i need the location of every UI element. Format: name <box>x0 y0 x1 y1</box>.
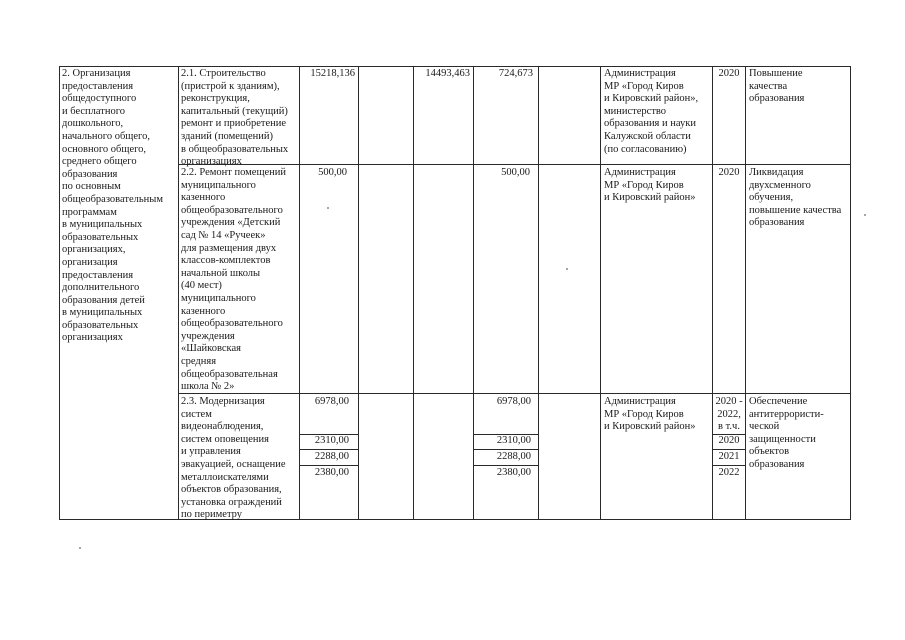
measure-2-3-sub-col-d: 2380,00 <box>496 467 531 478</box>
measure-2-3-col-d: 6978,00 <box>496 396 531 407</box>
measure-2-3-sub-col-d: 2310,00 <box>496 435 531 446</box>
measure-2-3-sub-total: 2310,00 <box>314 435 349 446</box>
measure-2-2-total: 500,00 <box>318 167 347 178</box>
grid-line <box>600 66 601 520</box>
scan-speck <box>327 207 329 209</box>
measure-2-3-sub-total: 2288,00 <box>314 451 349 462</box>
scan-speck <box>566 268 568 270</box>
measure-2-3-sub-year: 2021 <box>718 451 740 462</box>
measure-2-1-result: Повышение качества образования <box>749 68 805 105</box>
measure-2-2-text: 2.2. Ремонт помещений муниципального казенного общеобразовательного учреждения «Детский сад № 14 «Ручеек» для размещения двух классов-комплектов начальной школы (40 мест) муниципального казенного общеобразовательного учреждения «Шайковская средняя общеобразовательная школа № 2» <box>181 167 287 393</box>
measure-2-1-executor: Администрация МР «Город Киров и Кировский район», министерство образования и науки Калужской области (по согласованию) <box>604 68 699 155</box>
measure-2-1-text: 2.1. Строительство (пристрой к зданиям), реконструкция, капитальный (текущий) ремонт и приобретение зданий (помещений) в общеобразовательных организациях <box>181 68 289 168</box>
measure-2-3-text: 2.3. Модернизация систем видеонаблюдения, систем оповещения и управления эвакуацией, оснащение металлоискателями объектов образования, установка ограждений по периметру <box>181 396 286 521</box>
grid-line <box>358 66 359 520</box>
scan-speck <box>864 214 866 216</box>
measure-2-3-year: 2020 - 2022, в т.ч. <box>715 396 743 433</box>
grid-line <box>473 449 538 450</box>
grid-line <box>538 66 539 520</box>
measure-2-3-result: Обеспечение антитеррористи- ческой защищенности объектов образования <box>749 396 824 470</box>
measure-2-3-sub-year: 2022 <box>718 467 740 478</box>
grid-line <box>745 66 746 520</box>
measure-2-2-col-d: 500,00 <box>501 167 530 178</box>
measure-2-3-sub-total: 2380,00 <box>314 467 349 478</box>
budget-table <box>59 66 851 520</box>
measure-2-1-col-d: 724,673 <box>498 68 533 79</box>
grid-line <box>178 66 179 520</box>
grid-line <box>413 66 414 520</box>
grid-line <box>473 66 474 520</box>
measure-2-2-result: Ликвидация двухсменного обучения, повышение качества образования <box>749 167 842 229</box>
grid-line <box>712 465 745 466</box>
scan-speck <box>79 547 81 549</box>
grid-line <box>473 465 538 466</box>
grid-line <box>59 66 60 520</box>
measure-2-1-total: 15218,136 <box>310 68 355 79</box>
measure-2-3-total: 6978,00 <box>314 396 349 407</box>
grid-line <box>299 66 300 520</box>
grid-line <box>712 449 745 450</box>
measure-2-2-year: 2020 <box>718 167 740 178</box>
grid-line <box>299 449 358 450</box>
measure-2-2-executor: Администрация МР «Город Киров и Кировский район» <box>604 167 696 204</box>
grid-line <box>850 66 851 520</box>
grid-line <box>59 519 851 520</box>
measure-2-3-sub-year: 2020 <box>718 435 740 446</box>
grid-line <box>59 66 851 67</box>
section-task-text: 2. Организация предоставления общедоступного и бесплатного дошкольного, начального общего, основного общего, среднего общего образования по основным общеобразовательным программам в муниципальных образовательных организациях, организация предоставления дополнительного образования детей в муниципальных образовательных организациях <box>62 68 163 344</box>
grid-line <box>299 465 358 466</box>
measure-2-3-sub-col-d: 2288,00 <box>496 451 531 462</box>
measure-2-1-col-c: 14493,463 <box>425 68 470 79</box>
measure-2-3-executor: Администрация МР «Город Киров и Кировский район» <box>604 396 696 433</box>
measure-2-1-year: 2020 <box>718 68 740 79</box>
